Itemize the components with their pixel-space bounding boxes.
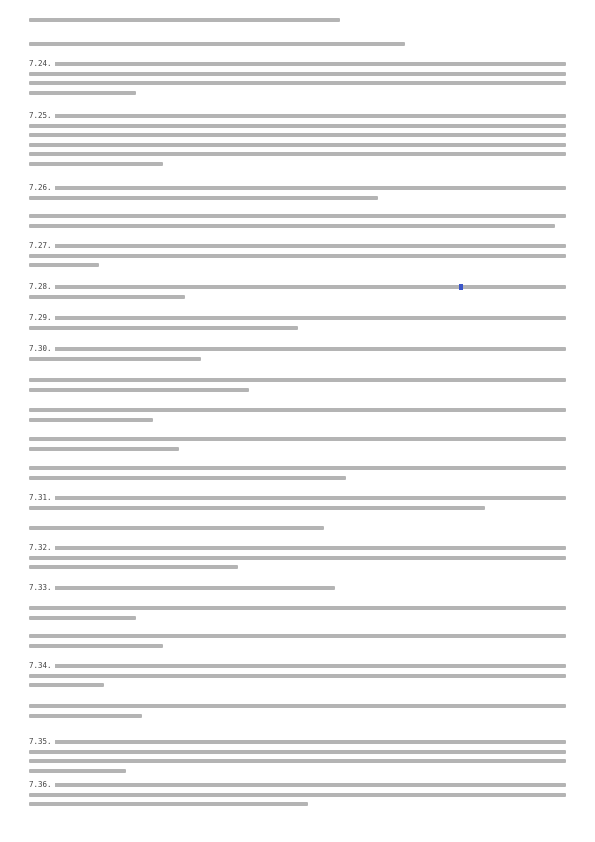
text-line xyxy=(29,62,566,66)
text-line xyxy=(29,644,163,648)
section-number: 7.25. xyxy=(29,111,55,120)
text-line xyxy=(29,263,99,267)
text-line xyxy=(29,285,566,289)
text-line xyxy=(29,556,566,560)
text-line xyxy=(29,162,163,166)
section-number: 7.36. xyxy=(29,780,55,789)
text-line xyxy=(29,224,555,228)
text-line xyxy=(29,664,566,668)
text-line xyxy=(29,802,308,806)
text-line xyxy=(29,388,249,392)
text-line xyxy=(29,326,298,330)
section-number: 7.32. xyxy=(29,543,55,552)
text-line xyxy=(29,18,340,22)
text-line xyxy=(29,466,566,470)
section-number: 7.30. xyxy=(29,344,55,353)
text-line xyxy=(29,793,566,797)
text-line xyxy=(29,378,566,382)
text-line xyxy=(29,606,566,610)
text-line xyxy=(29,496,566,500)
section-number: 7.29. xyxy=(29,313,55,322)
text-line xyxy=(29,565,238,569)
section-number: 7.28. xyxy=(29,282,55,291)
text-line xyxy=(29,586,335,590)
text-line xyxy=(29,316,566,320)
text-line xyxy=(29,750,566,754)
text-line xyxy=(29,506,485,510)
text-line xyxy=(29,357,201,361)
text-line xyxy=(29,683,104,687)
text-line xyxy=(29,437,566,441)
text-line xyxy=(29,546,566,550)
text-line xyxy=(29,714,142,718)
section-reference-link[interactable] xyxy=(459,284,463,290)
text-line xyxy=(29,244,566,248)
text-line xyxy=(29,526,324,530)
text-line xyxy=(29,81,566,85)
text-line xyxy=(29,91,136,95)
text-line xyxy=(29,196,378,200)
text-line xyxy=(29,704,566,708)
text-line xyxy=(29,447,179,451)
text-line xyxy=(29,295,185,299)
text-line xyxy=(29,186,566,190)
text-line xyxy=(29,124,566,128)
text-line xyxy=(29,769,126,773)
section-number: 7.26. xyxy=(29,183,55,192)
text-line xyxy=(29,114,566,118)
section-number: 7.24. xyxy=(29,59,55,68)
text-line xyxy=(29,740,566,744)
text-line xyxy=(29,408,566,412)
section-number: 7.35. xyxy=(29,737,55,746)
section-number: 7.34. xyxy=(29,661,55,670)
text-line xyxy=(29,616,136,620)
text-line xyxy=(29,72,566,76)
text-line xyxy=(29,133,566,137)
text-line xyxy=(29,418,153,422)
text-line xyxy=(29,214,566,218)
text-line xyxy=(29,476,346,480)
text-line xyxy=(29,759,566,763)
text-line xyxy=(29,143,566,147)
text-line xyxy=(29,254,566,258)
text-line xyxy=(29,347,566,351)
section-number: 7.33. xyxy=(29,583,55,592)
section-number: 7.27. xyxy=(29,241,55,250)
text-line xyxy=(29,634,566,638)
text-line xyxy=(29,152,566,156)
text-line xyxy=(29,674,566,678)
text-line xyxy=(29,42,405,46)
section-number: 7.31. xyxy=(29,493,55,502)
text-line xyxy=(29,783,566,787)
